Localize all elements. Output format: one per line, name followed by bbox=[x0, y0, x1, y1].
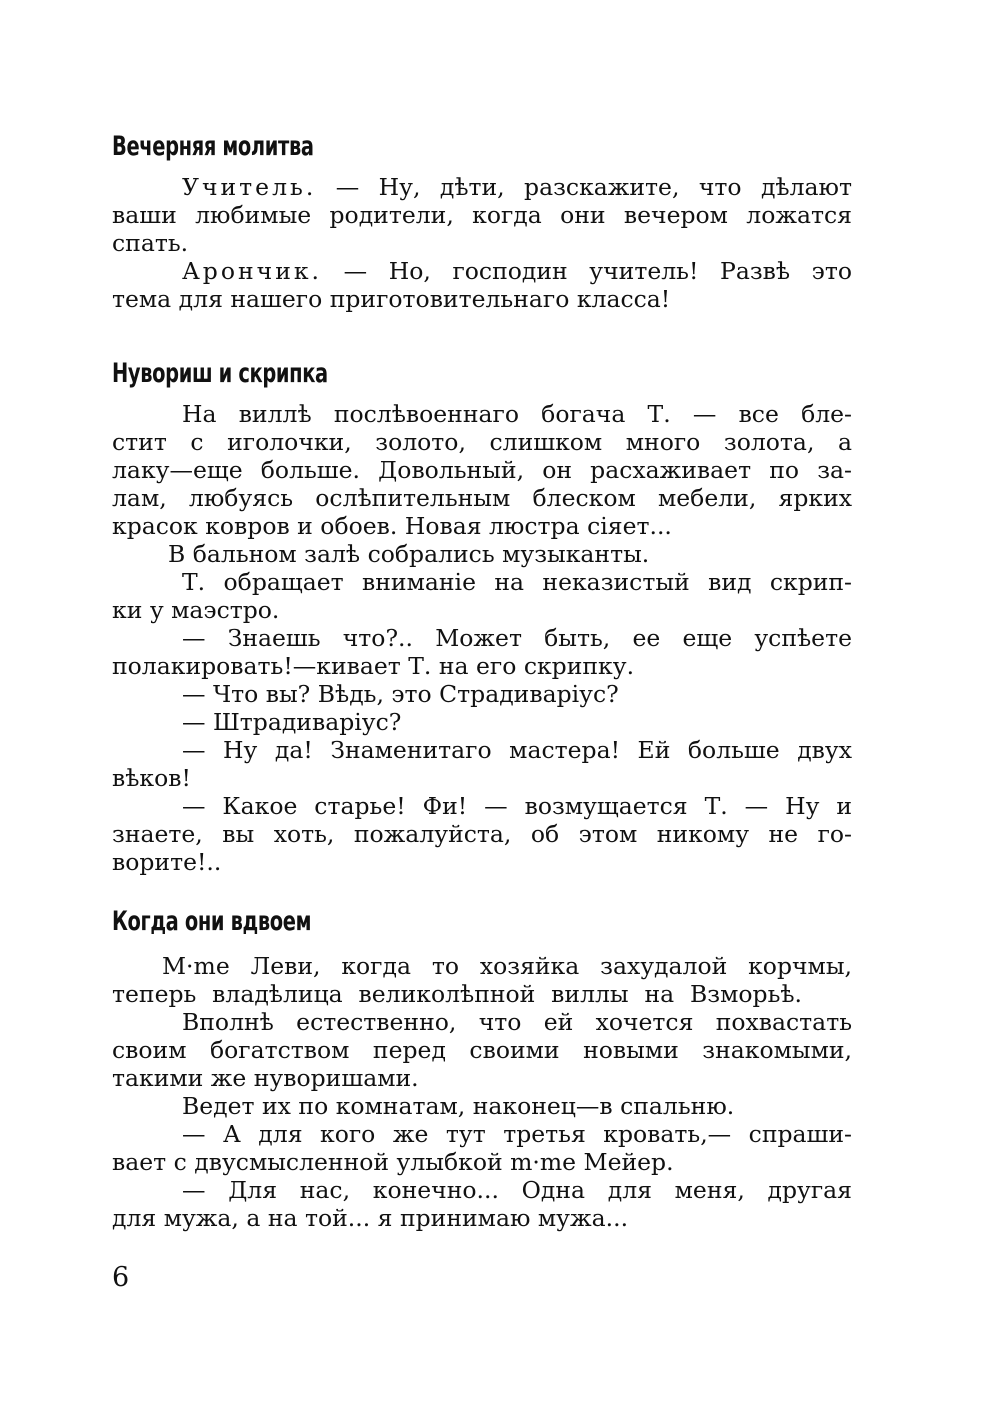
text-line: — Для нас, конечно... Одна для меня, другая bbox=[182, 1176, 852, 1204]
text-line: — Знаешь что?.. Может быть, ее еще успѣете bbox=[182, 624, 852, 652]
speaker-name: Учитель. bbox=[182, 173, 317, 201]
text-line: ваши любимые родители, когда они вечером ложатся bbox=[112, 201, 852, 229]
speaker-name: Арончик. bbox=[182, 257, 323, 285]
text-line: — А для кого же тут третья кровать,— спраши- bbox=[182, 1120, 852, 1148]
text-line: лам, любуясь ослѣпительным блеском мебели, ярких bbox=[112, 484, 852, 512]
text-line: Т. обращает вниманіе на неказистый вид скрип- bbox=[182, 568, 852, 596]
text-line: На виллѣ послѣвоеннаго богача Т. — все бле- bbox=[182, 400, 852, 428]
text-line: M·me Леви, когда то хозяйка захудалой корчмы, bbox=[162, 952, 852, 980]
text-line: красок ковров и обоев. Новая люстра сіяет... bbox=[112, 512, 672, 540]
line-text: — Но, господин учитель! Развѣ это bbox=[322, 257, 852, 285]
text-line bbox=[182, 257, 852, 285]
text-line: полакировать!—кивает Т. на его скрипку. bbox=[112, 652, 635, 680]
text-line: для мужа, а на той... я принимаю мужа... bbox=[112, 1204, 629, 1232]
text-line: лаку—еще больше. Довольный, он расхаживает по за- bbox=[112, 456, 852, 484]
text-line: тема для нашего приготовительнаго класса! bbox=[112, 285, 671, 313]
text-line: вает с двусмысленной улыбкой m·me Мейер. bbox=[112, 1148, 674, 1176]
text-line: ворите!.. bbox=[112, 848, 222, 876]
text-line: своим богатством перед своими новыми знакомыми, bbox=[112, 1036, 852, 1064]
text-line: стит с иголочки, золото, слишком много золота, а bbox=[112, 428, 852, 456]
text-line: такими же нуворишами. bbox=[112, 1064, 419, 1092]
text-line: — Какое старье! Фи! — возмущается Т. — Ну и bbox=[182, 792, 852, 820]
book-page bbox=[112, 0, 852, 1418]
text-line: знаете, вы хоть, пожалуйста, об этом никому не го- bbox=[112, 820, 852, 848]
text-line: Ведет их по комнатам, наконец—в спальню. bbox=[182, 1092, 735, 1120]
line-text: — Ну, дѣти, разскажите, что дѣлают bbox=[316, 173, 852, 201]
page-number: 6 bbox=[112, 1262, 130, 1293]
text-line: Вполнѣ естественно, что ей хочется похвастать bbox=[182, 1008, 852, 1036]
section-heading-when-together: Когда они вдвоем bbox=[112, 906, 312, 937]
text-line: В бальном залѣ собрались музыканты. bbox=[168, 540, 650, 568]
text-line: — Что вы? Вѣдь, это Страдиваріус? bbox=[182, 680, 619, 708]
section-heading-evening-prayer: Вечерняя молитва bbox=[112, 131, 314, 162]
text-line: — Штрадиваріус? bbox=[182, 708, 402, 736]
text-line: спать. bbox=[112, 229, 189, 257]
text-line: теперь владѣлица великолѣпной виллы на Взморьѣ. bbox=[112, 980, 802, 1008]
text-line bbox=[182, 173, 852, 201]
section-heading-nouveau-riche-violin: Нувориш и скрипка bbox=[112, 358, 328, 389]
text-line: вѣков! bbox=[112, 764, 191, 792]
text-line: ки у маэстро. bbox=[112, 596, 280, 624]
text-line: — Ну да! Знаменитаго мастера! Ей больше двух bbox=[182, 736, 852, 764]
